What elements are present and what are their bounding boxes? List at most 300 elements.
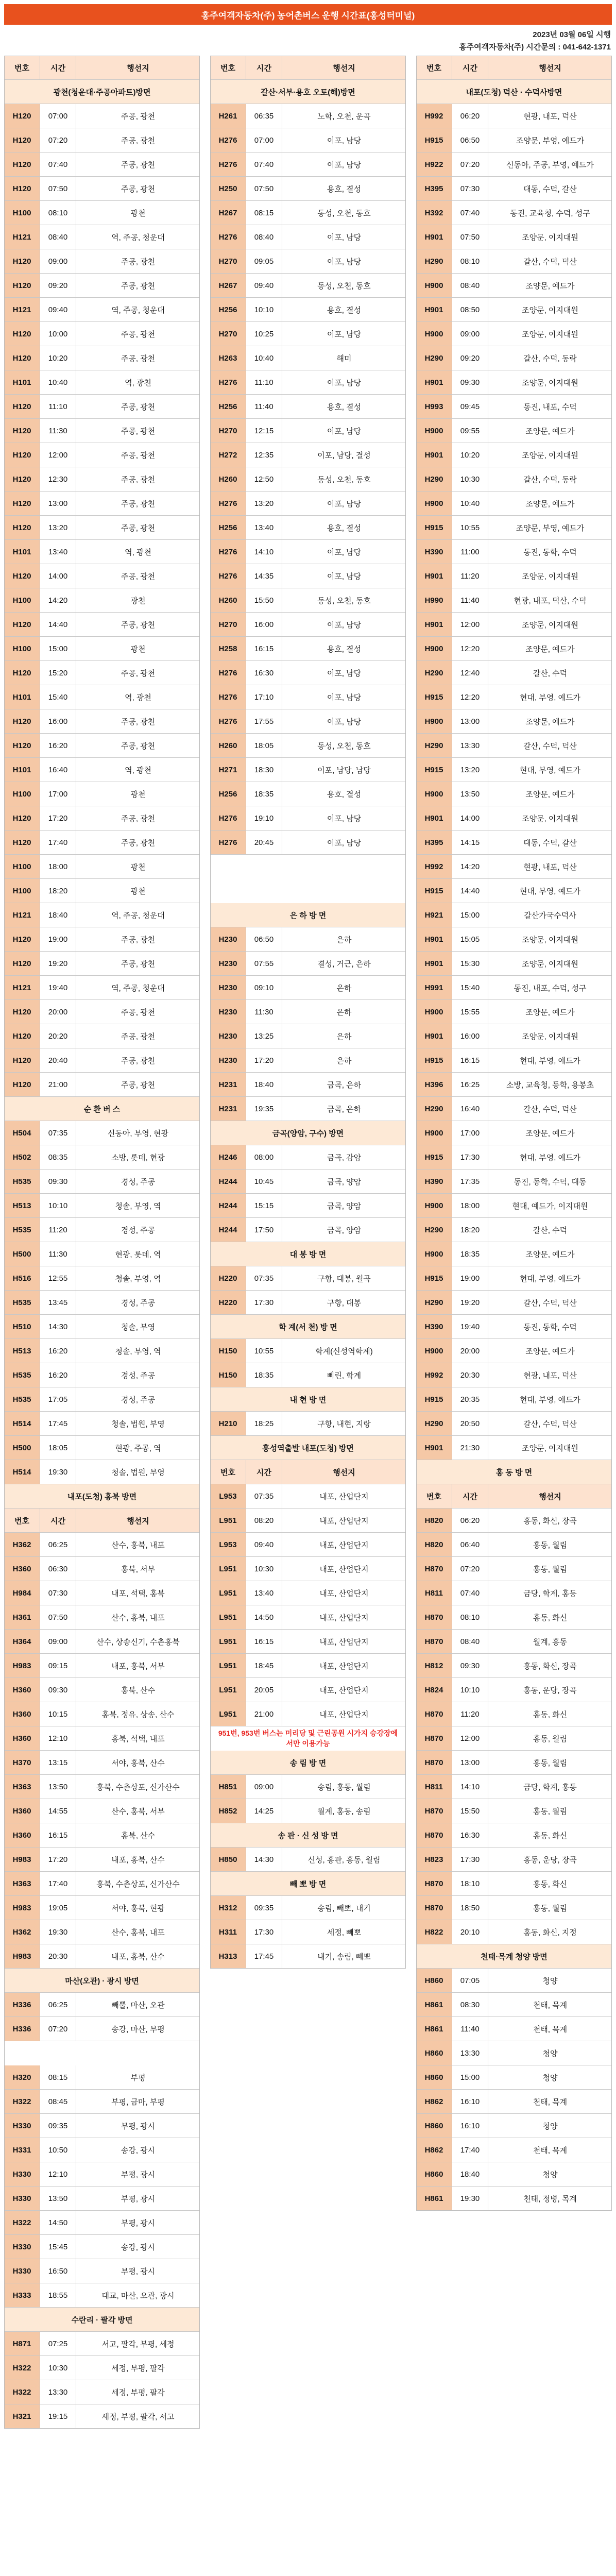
schedule-row (416, 1121, 612, 1145)
schedule-row (416, 1048, 612, 1073)
destination: 조양문, 이지대원 (488, 298, 612, 321)
departure-time: 09:45 (452, 395, 488, 418)
column-header-dest: 행선지 (488, 1484, 612, 1508)
destination: 조양문, 예드가 (488, 274, 612, 297)
departure-time: 13:40 (246, 1581, 282, 1605)
route-number: H820 (416, 1509, 452, 1532)
departure-time: 19:30 (40, 1460, 76, 1484)
schedule-row (4, 2162, 200, 2187)
departure-time: 12:00 (452, 1726, 488, 1750)
destination: 홍북, 서부 (76, 1557, 200, 1581)
departure-time: 14:10 (246, 540, 282, 564)
schedule-row (4, 661, 200, 685)
destination: 은하 (282, 927, 406, 951)
departure-time: 09:30 (40, 1170, 76, 1193)
schedule-row (4, 564, 200, 588)
departure-time: 18:35 (452, 1242, 488, 1266)
destination: 대교, 마산, 오관, 광시 (76, 2283, 200, 2307)
route-number: H120 (4, 661, 40, 685)
destination: 주공, 광천 (76, 104, 200, 128)
section-heading: 빼 뽀 방 면 (210, 1872, 406, 1896)
schedule-row (210, 758, 406, 782)
destination: 광천 (76, 855, 200, 878)
destination: 조양문, 이지대원 (488, 370, 612, 394)
departure-time: 06:20 (452, 1509, 488, 1532)
schedule-row (210, 613, 406, 637)
departure-time: 14:20 (452, 855, 488, 878)
schedule-row (4, 1170, 200, 1194)
schedule-row (416, 952, 612, 976)
route-number: H870 (416, 1823, 452, 1847)
route-number: H871 (4, 2332, 40, 2355)
departure-time: 13:00 (40, 492, 76, 515)
destination: 광천 (76, 201, 200, 225)
schedule-row (4, 201, 200, 225)
departure-time: 08:30 (452, 1993, 488, 2016)
schedule-row (210, 298, 406, 322)
destination: 소방, 교육청, 동학, 용봉초 (488, 1073, 612, 1096)
destination: 주공, 광천 (76, 1024, 200, 1048)
route-number: H983 (4, 1848, 40, 1871)
schedule-row (210, 806, 406, 831)
departure-time: 17:40 (40, 831, 76, 854)
schedule-row (4, 1823, 200, 1848)
departure-time: 07:30 (452, 177, 488, 200)
column-header-dest: 행선지 (76, 1509, 200, 1532)
page-title-bar (4, 4, 612, 25)
route-number: H336 (4, 2017, 40, 2041)
schedule-row (4, 1315, 200, 1339)
route-number: H921 (416, 903, 452, 927)
schedule-row (416, 152, 612, 177)
destination: 주공, 광천 (76, 831, 200, 854)
departure-time: 10:15 (40, 1702, 76, 1726)
route-number: H320 (4, 2065, 40, 2089)
schedule-row (4, 1944, 200, 1969)
schedule-row (210, 152, 406, 177)
route-number: H276 (210, 492, 246, 515)
schedule-row (210, 274, 406, 298)
schedule-row (416, 831, 612, 855)
schedule-row (4, 1726, 200, 1751)
route-number: H360 (4, 1726, 40, 1750)
departure-time: 18:10 (452, 1872, 488, 1895)
destination: 홍동, 화신 (488, 1605, 612, 1629)
schedule-row (4, 1654, 200, 1678)
departure-time: 17:45 (40, 1412, 76, 1435)
destination: 조양문, 예드가 (488, 1121, 612, 1145)
schedule-row (416, 879, 612, 903)
destination: 홍동, 화신 (488, 1872, 612, 1895)
route-number: H900 (416, 1121, 452, 1145)
route-number: H992 (416, 855, 452, 878)
route-number: H230 (210, 1024, 246, 1048)
destination: 조양문, 이지대원 (488, 564, 612, 588)
route-number: H120 (4, 177, 40, 200)
route-number: H900 (416, 492, 452, 515)
schedule-row (416, 1170, 612, 1194)
route-number: H100 (4, 782, 40, 806)
destination: 조양문, 부영, 예드가 (488, 516, 612, 539)
route-number: H390 (416, 1315, 452, 1338)
route-number: H210 (210, 1412, 246, 1435)
schedule-row (4, 2187, 200, 2211)
route-number: H900 (416, 1194, 452, 1217)
route-number: H120 (4, 613, 40, 636)
departure-time: 09:20 (452, 346, 488, 370)
schedule-row (210, 734, 406, 758)
destination: 홍북, 석택, 내포 (76, 1726, 200, 1750)
schedule-row (210, 1484, 406, 1509)
departure-time: 07:40 (40, 152, 76, 176)
destination: 용호, 결성 (282, 516, 406, 539)
departure-time: 15:40 (452, 976, 488, 999)
destination: 금곡, 양암 (282, 1170, 406, 1193)
departure-time: 07:20 (452, 152, 488, 176)
departure-time: 15:50 (246, 588, 282, 612)
destination: 동진, 교육청, 수덕, 성구 (488, 201, 612, 225)
route-number: H860 (416, 2065, 452, 2089)
departure-time: 12:20 (452, 685, 488, 709)
departure-time: 09:00 (40, 1630, 76, 1653)
schedule-row (4, 1896, 200, 1920)
schedule-row (4, 322, 200, 346)
route-number: H360 (4, 1678, 40, 1702)
schedule-row (210, 467, 406, 492)
schedule-row (4, 1412, 200, 1436)
route-number: H330 (4, 2162, 40, 2186)
destination: 조양문, 이지대원 (488, 443, 612, 467)
destination: 구항, 대봉 (282, 1291, 406, 1314)
destination: 이포, 남당, 결성 (282, 443, 406, 467)
destination: 은하 (282, 1048, 406, 1072)
departure-time: 15:15 (246, 1194, 282, 1217)
schedule-row (210, 1412, 406, 1436)
departure-time: 10:45 (246, 1170, 282, 1193)
destination: 이포, 남당 (282, 128, 406, 152)
schedule-row (416, 492, 612, 516)
departure-time: 16:10 (452, 2114, 488, 2138)
schedule-row (4, 1218, 200, 1242)
departure-time: 17:35 (452, 1170, 488, 1193)
schedule-row (416, 540, 612, 564)
route-number: H390 (416, 1170, 452, 1193)
route-number: H100 (4, 637, 40, 660)
departure-time: 12:30 (40, 467, 76, 491)
route-number: H991 (416, 976, 452, 999)
route-number: H900 (416, 1339, 452, 1363)
schedule-row (4, 1848, 200, 1872)
destination: 조양문, 예드가 (488, 782, 612, 806)
destination: 홍동, 월림 (488, 1896, 612, 1920)
departure-time: 09:00 (246, 1775, 282, 1799)
schedule-row (416, 1557, 612, 1581)
column-middle (210, 56, 406, 1969)
route-number: H915 (416, 1145, 452, 1169)
route-number: H900 (416, 1000, 452, 1024)
destination: 부평, 광시 (76, 2162, 200, 2186)
route-number: H363 (4, 1872, 40, 1895)
schedule-row (416, 709, 612, 734)
route-number: H322 (4, 2380, 40, 2404)
column-header-row (4, 1509, 200, 1533)
route-number: H276 (210, 831, 246, 854)
route-number: H514 (4, 1412, 40, 1435)
schedule-row (4, 2114, 200, 2138)
route-number: H120 (4, 734, 40, 757)
destination: 현대, 부영, 예드가 (488, 685, 612, 709)
schedule-row (4, 2283, 200, 2308)
departure-time: 14:50 (40, 2211, 76, 2234)
destination: 현대, 부영, 예드가 (488, 758, 612, 782)
route-number: H101 (4, 370, 40, 394)
schedule-row (4, 1194, 200, 1218)
route-number: H513 (4, 1339, 40, 1363)
departure-time: 12:50 (246, 467, 282, 491)
destination: 내포, 산업단지 (282, 1654, 406, 1677)
empty-cell (210, 879, 406, 903)
destination: 조양문, 예드가 (488, 637, 612, 660)
destination: 천태, 목계 (488, 2138, 612, 2162)
route-number: H915 (416, 685, 452, 709)
column-header-time: 시간 (246, 1460, 282, 1484)
destination: 부평, 광시 (76, 2187, 200, 2210)
section-heading: 순 환 버 스 (4, 1097, 200, 1121)
schedule-row (416, 225, 612, 249)
destination: 부평, 광시 (76, 2259, 200, 2283)
column-header-time: 시간 (452, 56, 488, 79)
schedule-row (416, 1630, 612, 1654)
route-number: H150 (210, 1339, 246, 1363)
destination: 용호, 결성 (282, 637, 406, 660)
schedule-row (416, 1969, 612, 1993)
departure-time: 06:25 (40, 1993, 76, 2016)
schedule-row (210, 370, 406, 395)
departure-time: 11:20 (40, 1218, 76, 1242)
departure-time: 07:30 (40, 1581, 76, 1605)
destination: 갈산, 수덕 (488, 1218, 612, 1242)
departure-time: 16:15 (246, 1630, 282, 1653)
schedule-row (210, 1944, 406, 1969)
destination: 조양문, 부영, 예드가 (488, 128, 612, 152)
route-number: H120 (4, 564, 40, 588)
schedule-row (416, 1581, 612, 1605)
departure-time: 08:35 (40, 1145, 76, 1169)
route-number: H101 (4, 758, 40, 782)
departure-time: 15:50 (452, 1799, 488, 1823)
route-number: H870 (416, 1630, 452, 1653)
destination: 현대, 부영, 예드가 (488, 1387, 612, 1411)
route-number: H500 (4, 1436, 40, 1460)
departure-time: 21:30 (452, 1436, 488, 1460)
departure-time: 09:00 (40, 249, 76, 273)
destination: 송림, 빼뽀, 내기 (282, 1896, 406, 1920)
destination: 주공, 광천 (76, 395, 200, 418)
column-header-no: 번호 (416, 1484, 452, 1508)
destination: 청양 (488, 2114, 612, 2138)
schedule-row (416, 564, 612, 588)
destination: 은하 (282, 1024, 406, 1048)
schedule-row (4, 2259, 200, 2283)
route-number: H915 (416, 1266, 452, 1290)
departure-time: 08:40 (452, 1630, 488, 1653)
departure-time: 15:55 (452, 1000, 488, 1024)
destination: 홍북, 산수 (76, 1678, 200, 1702)
departure-time: 17:00 (452, 1121, 488, 1145)
destination: 금곡, 은하 (282, 1097, 406, 1121)
route-number: L951 (210, 1581, 246, 1605)
destination: 조양문, 예드가 (488, 1000, 612, 1024)
departure-time: 16:25 (452, 1073, 488, 1096)
schedule-row (4, 1775, 200, 1799)
schedule-row (416, 1266, 612, 1291)
departure-time: 07:35 (246, 1484, 282, 1508)
schedule-row (4, 2235, 200, 2259)
column-left (4, 56, 200, 2429)
route-number: H256 (210, 298, 246, 321)
schedule-row (416, 467, 612, 492)
destination: 주공, 광천 (76, 709, 200, 733)
destination: 역, 광천 (76, 758, 200, 782)
departure-time: 07:35 (40, 1121, 76, 1145)
departure-time: 20:45 (246, 831, 282, 854)
route-number: H860 (416, 2114, 452, 2138)
route-number: L953 (210, 1533, 246, 1556)
route-number: H331 (4, 2138, 40, 2162)
schedule-row (210, 1000, 406, 1024)
departure-time: 18:40 (246, 1073, 282, 1096)
route-number: H120 (4, 806, 40, 830)
destination: 청솔, 부영, 역 (76, 1266, 200, 1290)
destination: 현대, 부영, 예드가 (488, 1266, 612, 1290)
route-number: H290 (416, 249, 452, 273)
schedule-row (4, 152, 200, 177)
departure-time: 11:10 (40, 395, 76, 418)
route-number: H261 (210, 104, 246, 128)
route-number: H121 (4, 903, 40, 927)
schedule-row (210, 104, 406, 128)
route-number: H862 (416, 2138, 452, 2162)
destination: 대동, 수덕, 갈산 (488, 177, 612, 200)
departure-time: 16:20 (40, 1363, 76, 1387)
section-heading: 대 봉 방 면 (210, 1242, 406, 1266)
destination: 조양문, 이지대원 (488, 1436, 612, 1460)
departure-time: 18:40 (452, 2162, 488, 2186)
route-number: H276 (210, 709, 246, 733)
destination: 경성, 주공 (76, 1387, 200, 1411)
departure-time: 16:15 (40, 1823, 76, 1847)
schedule-row (416, 2187, 612, 2211)
route-number: H870 (416, 1751, 452, 1774)
route-number: H514 (4, 1460, 40, 1484)
departure-time: 17:55 (246, 709, 282, 733)
route-number: H901 (416, 1436, 452, 1460)
route-number: H392 (416, 201, 452, 225)
schedule-row (4, 395, 200, 419)
schedule-row (4, 1460, 200, 1484)
schedule-row (4, 1242, 200, 1266)
route-number: H823 (416, 1848, 452, 1871)
destination: 주공, 광천 (76, 1073, 200, 1096)
schedule-row (416, 1872, 612, 1896)
departure-time: 10:30 (452, 467, 488, 491)
route-number: H120 (4, 419, 40, 443)
departure-time: 09:30 (40, 1678, 76, 1702)
destination: 산수, 상송신기, 수촌홍북 (76, 1630, 200, 1653)
schedule-row (4, 1387, 200, 1412)
route-number: H290 (416, 467, 452, 491)
destination: 세정, 부평, 팔각, 서고 (76, 2404, 200, 2428)
departure-time: 08:50 (452, 298, 488, 321)
departure-time: 08:10 (452, 1605, 488, 1629)
route-number: L951 (210, 1678, 246, 1702)
destination: 현대, 부영, 예드가 (488, 879, 612, 903)
departure-time: 09:35 (40, 2114, 76, 2138)
empty-cell (4, 2041, 200, 2065)
schedule-row (210, 564, 406, 588)
destination: 서야, 홍북, 산수 (76, 1751, 200, 1774)
schedule-row (416, 1024, 612, 1048)
route-number: H992 (416, 1363, 452, 1387)
section-heading: 내포(도청) 홍북 방면 (4, 1484, 200, 1509)
schedule-row (210, 225, 406, 249)
column-header-time: 시간 (452, 1484, 488, 1508)
schedule-row (4, 1073, 200, 1097)
route-number: H516 (4, 1266, 40, 1290)
destination: 청솔, 부영, 역 (76, 1194, 200, 1217)
destination: 내포, 산업단지 (282, 1630, 406, 1653)
schedule-row (4, 177, 200, 201)
departure-time: 17:05 (40, 1387, 76, 1411)
schedule-row (4, 952, 200, 976)
departure-time: 08:10 (452, 249, 488, 273)
destination: 홍동, 화신 (488, 1702, 612, 1726)
destination: 조양문, 이지대원 (488, 322, 612, 346)
schedule-row (416, 419, 612, 443)
route-number: H290 (416, 346, 452, 370)
departure-time: 14:25 (246, 1799, 282, 1823)
schedule-row (4, 104, 200, 128)
route-number: H100 (4, 879, 40, 903)
route-number: H870 (416, 1726, 452, 1750)
schedule-row (416, 370, 612, 395)
departure-time: 16:50 (40, 2259, 76, 2283)
departure-time: 10:25 (246, 322, 282, 346)
departure-time: 16:40 (452, 1097, 488, 1121)
route-number: H860 (416, 1969, 452, 1992)
destination: 홍동, 운당, 장곡 (488, 1678, 612, 1702)
destination: 주공, 광천 (76, 152, 200, 176)
departure-time: 12:35 (246, 443, 282, 467)
destination: 용호, 결성 (282, 782, 406, 806)
schedule-row (210, 492, 406, 516)
destination: 내포, 산업단지 (282, 1581, 406, 1605)
route-number: H362 (4, 1533, 40, 1556)
schedule-row (210, 1654, 406, 1678)
route-number: H901 (416, 613, 452, 636)
schedule-row (416, 1605, 612, 1630)
schedule-row (416, 1363, 612, 1387)
destination: 조양문, 이지대원 (488, 1024, 612, 1048)
route-number: H984 (4, 1581, 40, 1605)
route-number: H276 (210, 661, 246, 685)
destination: 역, 광천 (76, 685, 200, 709)
route-number: H276 (210, 564, 246, 588)
destination: 조양문, 예드가 (488, 419, 612, 443)
schedule-row (4, 734, 200, 758)
schedule-row (4, 2211, 200, 2235)
schedule-row (210, 1024, 406, 1048)
